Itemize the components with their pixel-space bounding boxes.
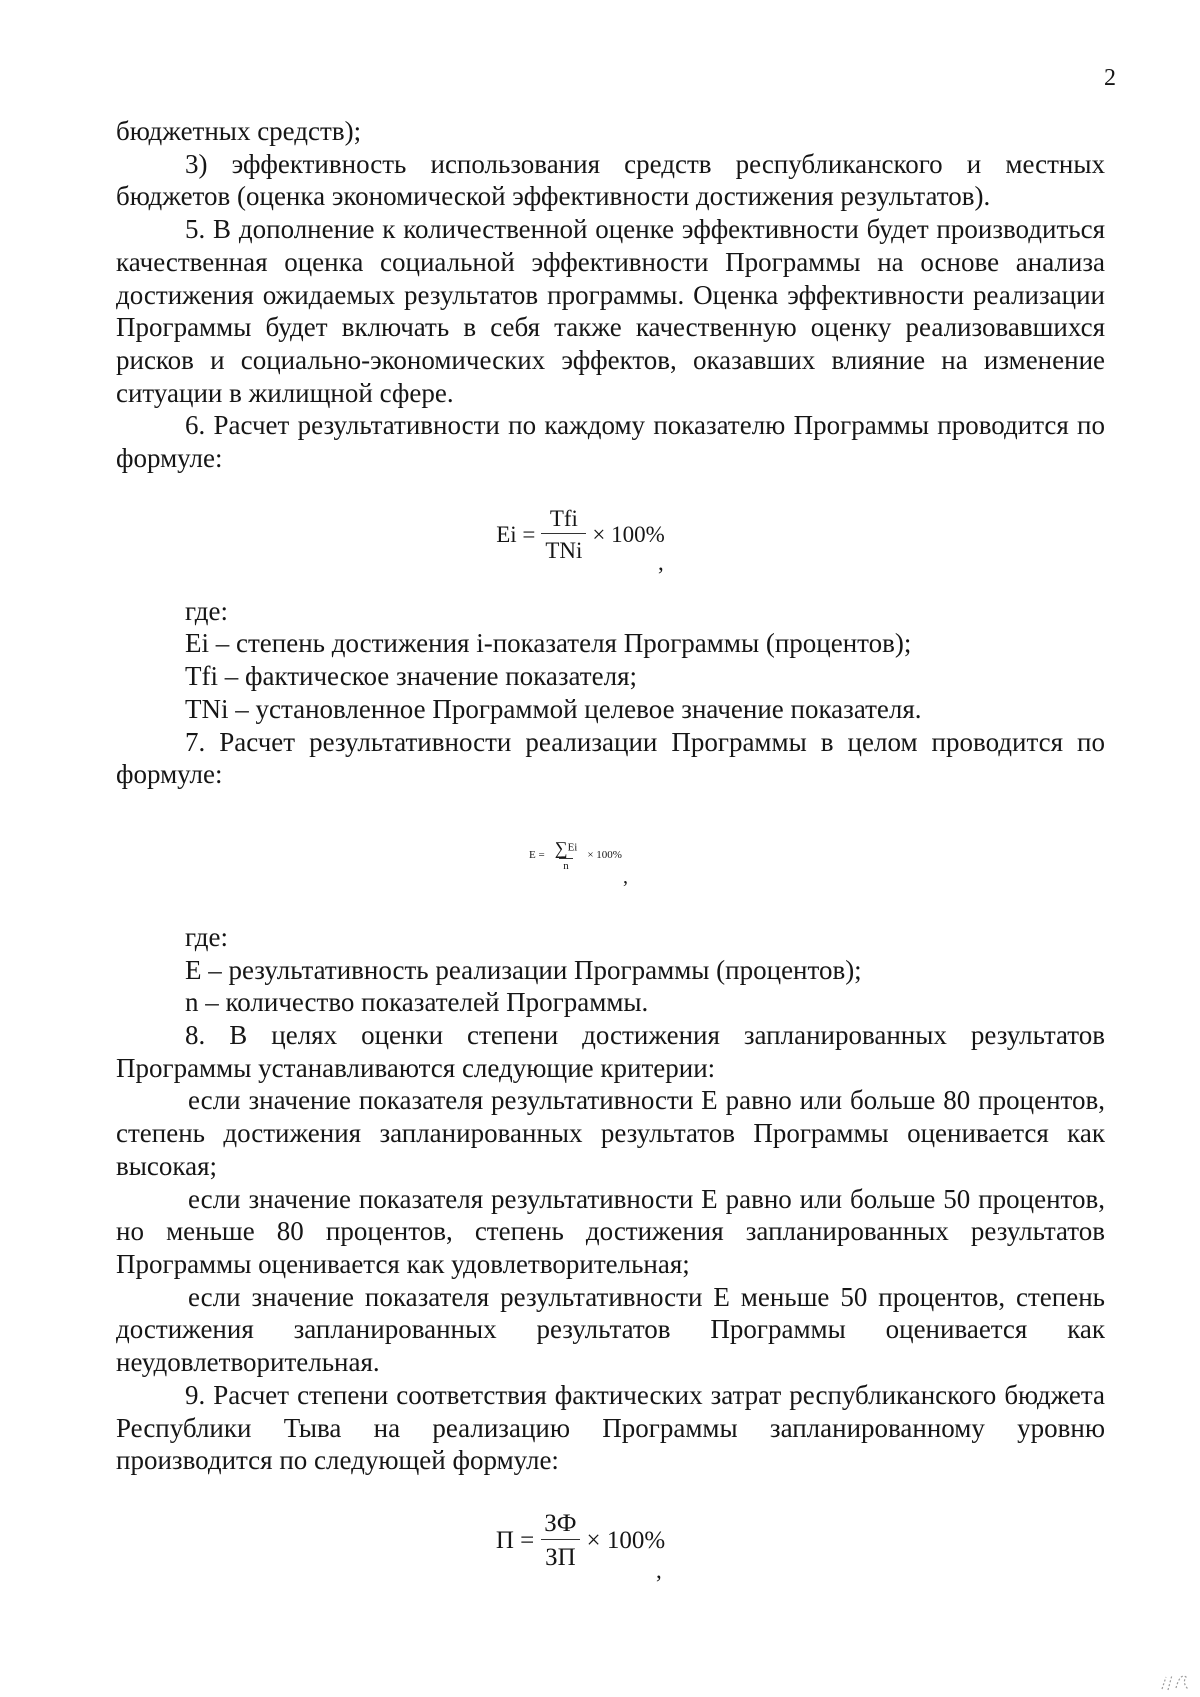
definition-item: Tfi – фактическое значение показателя; [185, 661, 637, 692]
sum-symbol: ∑ [554, 838, 568, 859]
definition-item: E – результативность реализации Программы (процентов); [185, 954, 862, 985]
page-number: 2 [1104, 65, 1116, 91]
criterion-item: если значение показателя результативности E равно или больше 80 процентов, степень достижения запланированных результатов Программы оценивается как высокая; [116, 1085, 1105, 1181]
formula-fraction [551, 839, 582, 872]
formula-denominator: ЗП [541, 1539, 580, 1570]
formula-comma: , [656, 1557, 662, 1583]
formula-p [56, 1477, 1105, 1605]
paragraph: где: [185, 595, 228, 626]
formula-comma: , [623, 865, 628, 888]
definition-item: TNi – установленное Программой целевое значение показателя. [185, 693, 922, 724]
paragraph: 3) эффективность использования средств республиканского и местных бюджетов (оценка экономической эффективности достижения результатов). [116, 148, 1105, 212]
paragraph: 6. Расчет результативности по каждому показателю Программы проводится по формуле: [116, 410, 1105, 474]
formula-multiplier: × 100% [586, 1527, 666, 1555]
formula-numerator: ЗФ [544, 1510, 577, 1538]
formula-numerator: Tfi [549, 506, 578, 532]
formula-numerator-text: Ei [567, 841, 578, 854]
paragraph: бюджетных средств); [116, 116, 362, 146]
definition-item: Ei – степень достижения i-показателя Программы (процентов); [185, 628, 912, 659]
formula-lhs: Ei = [496, 522, 536, 548]
definition-item: n – количество показателей Программы. [185, 987, 649, 1018]
formula-ei [56, 475, 1105, 595]
formula-numerator [551, 839, 582, 858]
paragraph: 8. В целях оценки степени достижения запланированных результатов Программы устанавливаются следующие критерии: [116, 1020, 1105, 1083]
formula-fraction [540, 1511, 580, 1570]
paragraph: 7. Расчет результативности реализации Программы в целом проводится по формуле: [116, 726, 1105, 790]
formula-lhs: П = [495, 1527, 535, 1555]
formula-denominator: TNi [541, 533, 586, 562]
formula-fraction [541, 507, 586, 562]
formula-denominator: n [559, 858, 573, 872]
scan-artifact-icon [1156, 1663, 1196, 1695]
paragraph: 9. Расчет степени соответствия фактических затрат республиканского бюджета Республики Тыва на реализацию Программы запланированному уровню производится по следующей формуле: [116, 1379, 1105, 1476]
formula-multiplier: × 100% [592, 522, 665, 548]
formula-multiplier: × 100% [587, 849, 622, 862]
formula-lhs: E = [529, 849, 545, 862]
criterion-item: если значение показателя результативности E меньше 50 процентов, степень достижения запланированных результатов Программы оценивается как неудовлетворительная. [116, 1281, 1105, 1378]
criterion-item: если значение показателя результативности E равно или больше 50 процентов, но меньше 80 процентов, степень достижения запланированных результатов Программы оценивается как удовлетворительная; [116, 1183, 1105, 1279]
formula-e [46, 791, 1105, 921]
paragraph: где: [185, 921, 228, 952]
paragraph: 5. В дополнение к количественной оценке эффективности будет производиться качественная оценка социальной эффективности Программы на основе анализа достижения ожидаемых результатов программы. Оценка эффективности реализации Программы будет включать в себя также качественную оценку реализовавшихся рисков и социально-экономических эффектов, оказавших влияние на изменение ситуации в жилищной сфере. [116, 214, 1105, 408]
formula-comma: , [658, 549, 664, 575]
